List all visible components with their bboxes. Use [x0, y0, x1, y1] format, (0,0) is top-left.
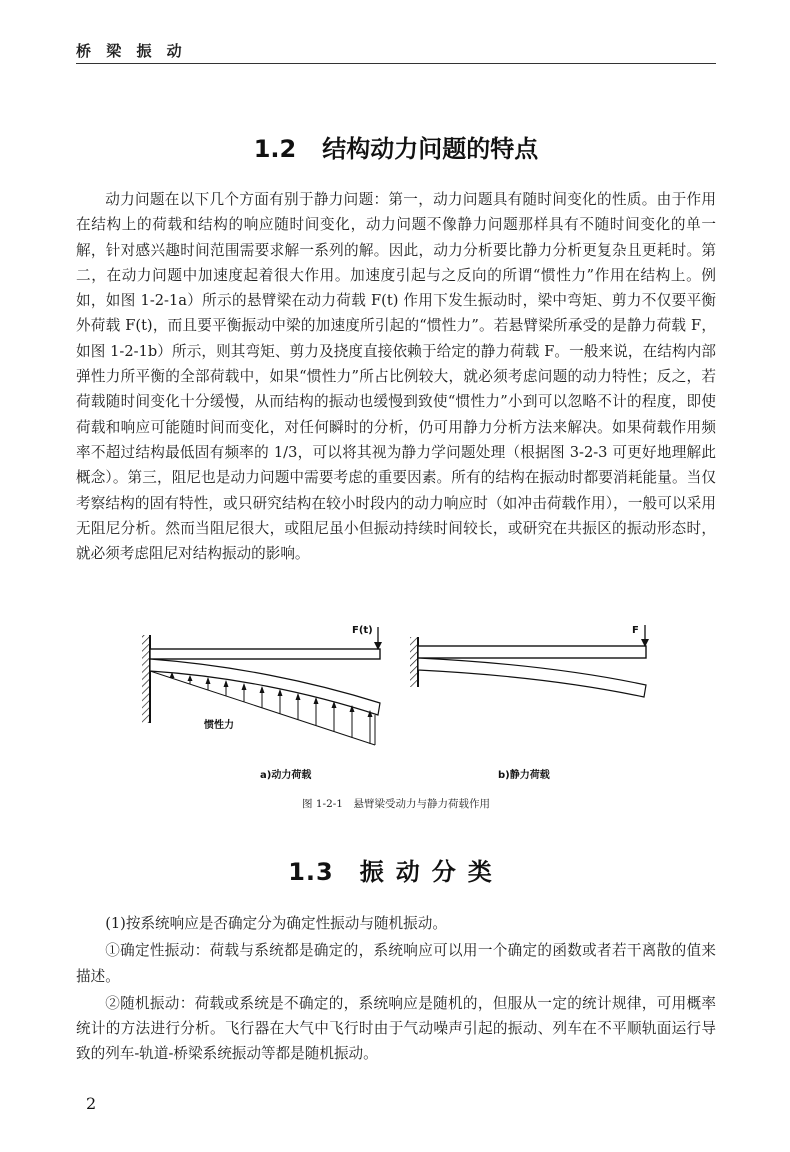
section-number: 1.3: [288, 858, 334, 886]
wall-support-b: [410, 637, 418, 687]
force-arrow-a: [374, 627, 382, 650]
figure-caption: 图 1-2-1 悬臂梁受动力与静力荷载作用: [302, 798, 490, 810]
force-label-ft: F(t): [352, 625, 373, 636]
paragraph-dynamic-problems: 动力问题在以下几个方面有别于静力问题：第一，动力问题具有随时间变化的性质。由于作用在结构上的荷载和结构的响应随时间变化，动力问题不像静力问题那样具有不随时间变化的单一解，针对感兴趣时间范围需要求解一系列的解。因此，动力分析要比静力分析更复杂且更耗时。第二，在动力问题中加速度起着很大作用。加速度引起与之反向的所谓“惯性力”作用在结构上。例如，如图 1-2-1a）所示的悬臂梁在动力荷载 F(t) 作用下发生振动时，梁中弯矩、剪力不仅要平衡外荷载 F(t)，而且要平衡振动中梁的加速度所引起的“惯性力”。若悬臂梁所承受的是静力荷载 F，如图 1-2-1b）所示，则其弯矩、剪力及挠度直接依赖于给定的静力荷载 F。一般来说，在结构内部弹性力所平衡的全部荷载中，如果“惯性力”所占比例较大，就必须考虑问题的动力特性；反之，若荷载随时间变化十分缓慢，从而结构的振动也缓慢到致使“惯性力”小到可以忽略不计的程度，即使荷载和响应可能随时间而变化，对任何瞬时的分析，仍可用静力分析方法来解决。如果荷载作用频率不超过结构最低固有频率的 1/3，可以将其视为静力学问题处理（根据图 3-2-3 可更好地理解此概念）。第三，阻尼也是动力问题中需要考虑的重要因素。所有的结构在振动时都要消耗能量。当仅考察结构的固有特性，或只研究结构在较小时段内的动力响应时（如冲击荷载作用），一般可以采用无阻尼分析。然而当阻尼很大，或阻尼虽小但振动持续时间较长，或研究在共振区的振动形态时，就必须考虑阻尼对结构振动的影响。: [76, 191, 716, 563]
panel-b-caption: b)静力荷载: [498, 770, 550, 781]
section-heading: 振动分类: [359, 858, 504, 886]
section-title-1-2: [76, 129, 716, 164]
panel-a-caption: a)动力荷载: [260, 770, 312, 781]
classification-item-1: (1)按系统响应是否确定分为确定性振动与随机振动。: [105, 915, 447, 932]
classification-item-random: ②随机振动：荷载或系统是不确定的，系统响应是随机的，但服从一定的统计规律，可用概率统计的方法进行分析。飞行器在大气中飞行时由于气动噪声引起的振动、列车在不平顺轨面运行导致的列车-轨道-桥梁系统振动等都是随机振动。: [76, 994, 716, 1063]
section-heading: 结构动力问题的特点: [322, 135, 539, 163]
force-label-f: F: [632, 625, 639, 636]
beam-deflected-a: [150, 659, 380, 715]
section-title-1-3: [76, 852, 716, 887]
section-number: 1.2: [253, 135, 297, 163]
section-1-2-body: [76, 187, 716, 566]
force-arrow-b: [641, 625, 649, 647]
beam-deflected-b: [418, 658, 646, 697]
wall-support-a: [142, 635, 150, 723]
running-header: 桥 梁 振 动: [76, 42, 187, 60]
inertia-force-label: 惯性力: [204, 720, 234, 731]
section-1-3-body: [76, 911, 716, 1069]
cantilever-diagram: [100, 615, 690, 815]
beam-undeformed-b: [418, 646, 646, 658]
header-rule: [76, 63, 716, 64]
beam-undeformed-a: [150, 649, 380, 659]
figure-1-2-1: [100, 615, 690, 815]
classification-item-deterministic: ①确定性振动：荷载与系统都是确定的，系统响应可以用一个确定的函数或者若干离散的值来描述。: [76, 942, 716, 985]
page-number: 2: [86, 1094, 97, 1113]
